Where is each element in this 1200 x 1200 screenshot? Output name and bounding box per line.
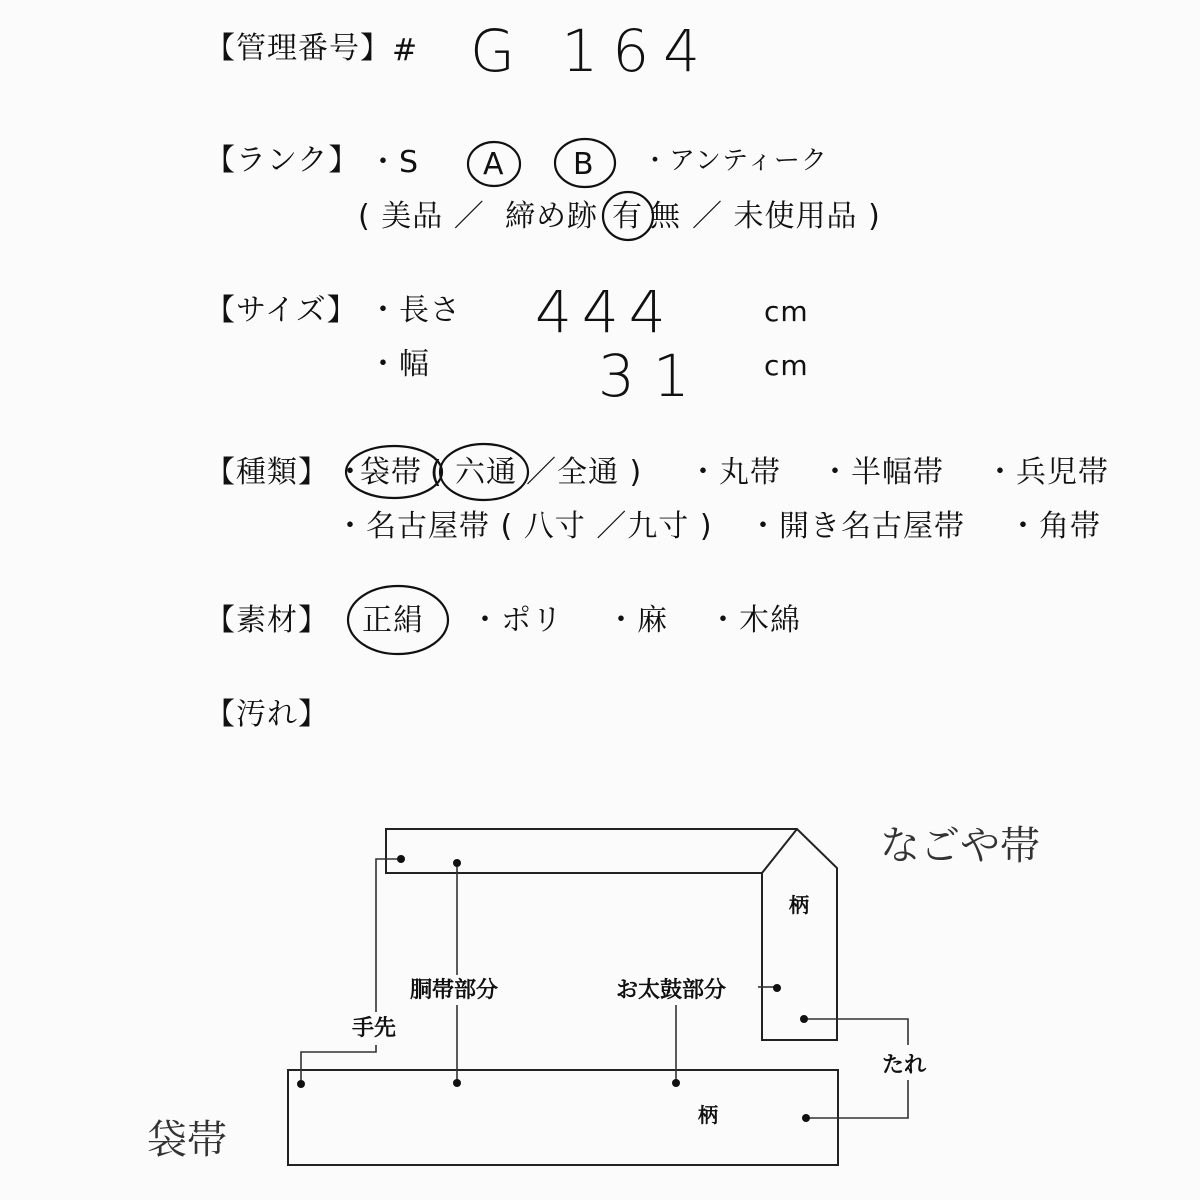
dot-doobi-bottom [453,1079,461,1087]
kind-hanhaba: ・半幅帯 [820,455,944,490]
kind-dot: ・ [335,455,366,490]
kind-rokutsu: 六通 [455,455,517,490]
material-momen: ・木綿 [708,603,801,638]
tare-line-top [804,1019,908,1045]
circle-shoken [348,586,448,654]
width-unit: cm [764,349,809,382]
condition-open: ( 美品 ／ [358,199,485,234]
length-label: ・長さ [368,293,461,328]
length-unit: cm [764,295,809,328]
dot-tesaki-top [397,855,405,863]
control-number-value: G 164 [470,17,715,85]
circle-fukuro [346,446,442,498]
tesaki-label: 手先 [352,1016,397,1041]
condition-shime: 締め跡 [505,199,598,234]
stain-label: 【汚れ】 [205,697,329,732]
circle-rank-b [555,139,615,187]
material-asa: ・麻 [606,603,668,638]
rank-option-b: B [573,147,595,182]
length-value: 444 [535,278,676,346]
rank-option-a: A [483,147,505,182]
dot-tare-bottom [802,1114,810,1122]
kind-kaku: ・角帯 [1008,509,1101,544]
material-label: 【素材】 [205,603,329,638]
nagoya-obi-outline [386,829,837,1040]
circle-ari [603,192,653,240]
nagoya-obi-fold [762,829,797,873]
condition-rest: ／ 未使用品 ) [692,199,881,234]
dot-tesaki-bottom [297,1080,305,1088]
tare-line-bottom [806,1080,908,1118]
kind-hiraki: ・開き名古屋帯 [748,509,965,544]
nagoya-obi-title: なごや帯 [880,823,1040,869]
condition-ari: 有 [612,199,643,234]
kind-fukuro: 袋帯 [360,455,422,490]
hash-mark: # [392,33,419,68]
kind-paren: ( [430,455,443,490]
kind-label: 【種類】 [205,455,329,490]
dot-otaiko-top [773,984,781,992]
dot-otaiko-bottom [672,1079,680,1087]
rank-option-s: ・S [368,145,420,180]
doobi-label: 胴帯部分 [410,978,499,1003]
dot-doobi-top [453,859,461,867]
tare-label: たれ [882,1053,927,1078]
gara-bottom-label: 柄 [698,1103,718,1127]
material-poly: ・ポリ [470,603,563,638]
fukuro-obi-outline [288,1070,838,1165]
kind-maru: ・丸帯 [688,455,781,490]
circle-rokutsu [440,444,528,500]
control-number-label: 【管理番号】 [205,31,391,66]
tesaki-line-top [376,859,399,1012]
rank-option-antique: ・アンティーク [642,146,828,176]
kind-nagoya: ・名古屋帯 ( 八寸 ／九寸 ) [335,509,713,544]
rank-label: 【ランク】 [205,143,360,178]
size-label: 【サイズ】 [205,293,358,328]
dot-tare-top [800,1015,808,1023]
fukuro-obi-title: 袋帯 [147,1117,227,1163]
otaiko-label: お太鼓部分 [616,978,727,1003]
circle-rank-a [468,142,520,186]
tesaki-line-bottom [301,1045,376,1082]
kind-heko: ・兵児帯 [985,455,1109,490]
material-shoken: 正絹 [362,603,424,638]
condition-nashi: 無 [650,199,681,234]
gara-top-label: 柄 [789,893,809,917]
kind-zentsu: ／全通 ) [526,455,643,490]
width-label: ・幅 [368,347,430,382]
width-value: 31 [598,342,708,410]
